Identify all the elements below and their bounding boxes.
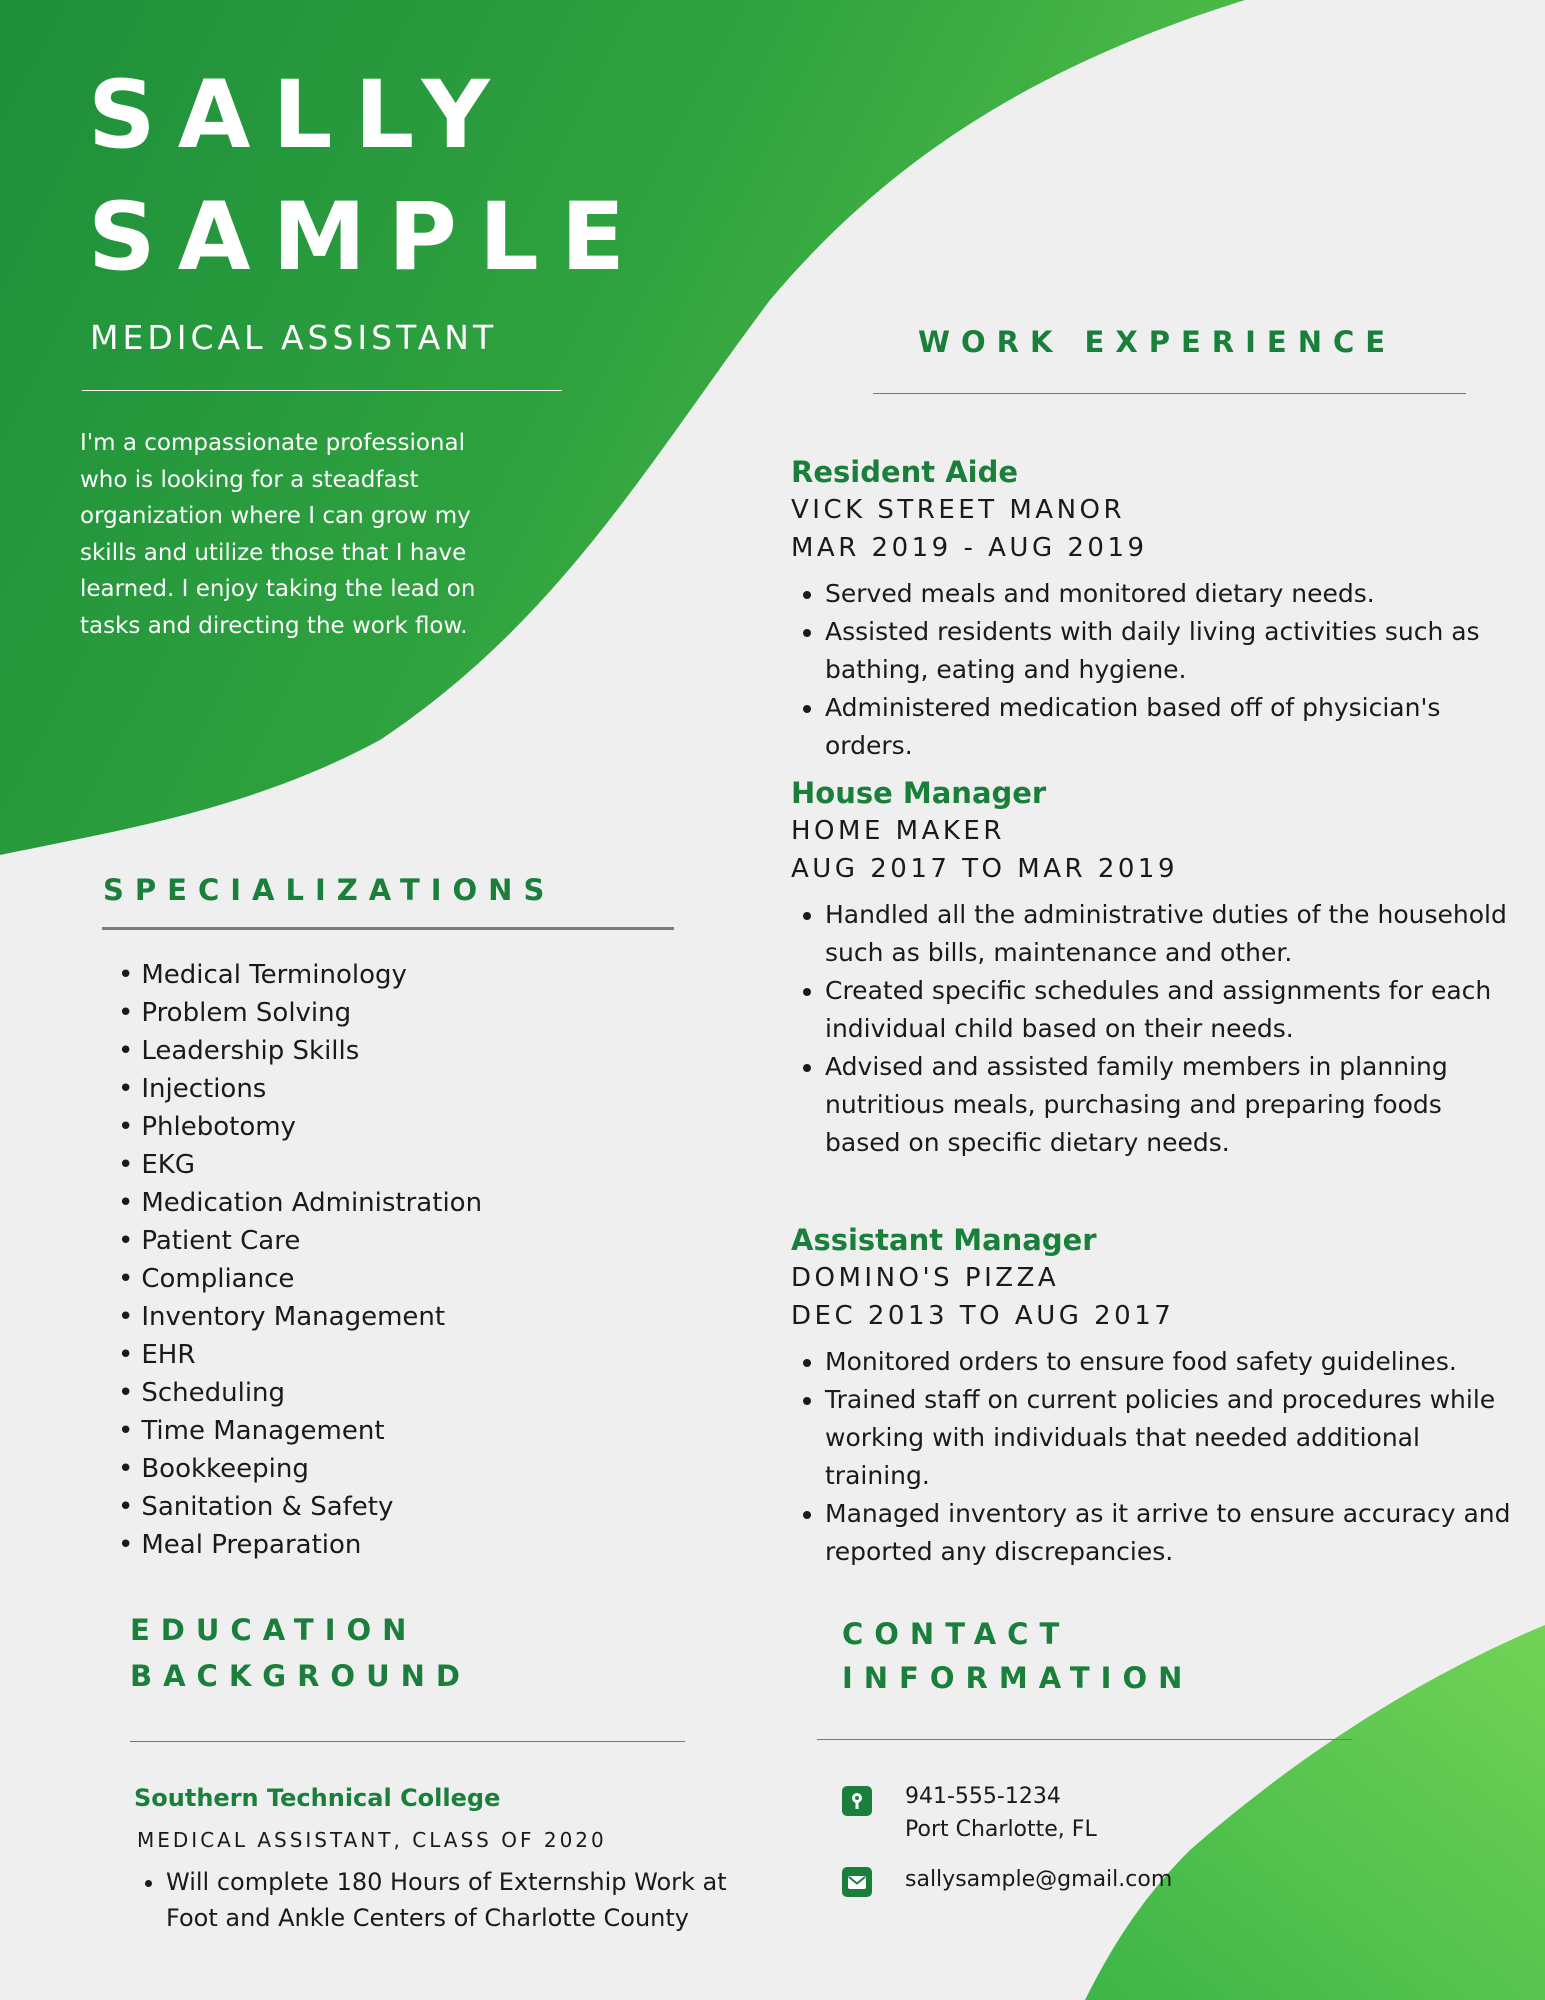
list-item: • Trained staff on current policies and procedures while working with individuals that needed additional training. [825, 1381, 1511, 1495]
list-item: • Scheduling [118, 1374, 482, 1412]
contact-heading-line2: INFORMATION [842, 1661, 1194, 1695]
education-heading-line1: EDUCATION [130, 1613, 418, 1647]
first-name: SALLY [88, 61, 512, 170]
list-item: • Assisted residents with daily living activities such as bathing, eating and hygiene. [825, 613, 1511, 689]
list-item: • Advised and assisted family members in planning nutritious meals, purchasing and preparing foods based on specific dietary needs. [825, 1048, 1511, 1162]
phone-number[interactable]: 941-555-1234 [905, 1784, 1061, 1809]
job-entry [791, 453, 1511, 765]
job-dates: DEC 2013 TO AUG 2017 [791, 1301, 1175, 1331]
school-name: Southern Technical College [134, 1784, 501, 1812]
list-item: • Medical Terminology [118, 956, 482, 994]
job-company: DOMINO'S PIZZA [791, 1263, 1060, 1293]
education-heading-line2: BACKGROUND [130, 1659, 471, 1693]
job-dates: AUG 2017 TO MAR 2019 [791, 854, 1178, 884]
program-name: MEDICAL ASSISTANT, CLASS OF 2020 [137, 1828, 607, 1852]
education-heading [130, 1607, 471, 1699]
specializations-heading: SPECIALIZATIONS [103, 873, 556, 907]
education-divider [130, 1741, 685, 1742]
list-item: • EHR [118, 1336, 482, 1374]
location-pin-icon [842, 1786, 872, 1816]
list-item: • Phlebotomy [118, 1108, 482, 1146]
list-item: • Handled all the administrative duties of the household such as bills, maintenance and other. [825, 896, 1511, 972]
profile-summary: I'm a compassionate professional who is looking for a steadfast organization where I can grow my skills and utilize those that I have learned. I enjoy taking the lead on tasks and directing the work flow. [80, 430, 476, 639]
job-duties [791, 896, 1511, 1162]
specializations-divider [102, 927, 674, 930]
list-item: • Patient Care [118, 1222, 482, 1260]
list-item: • Monitored orders to ensure food safety guidelines. [825, 1343, 1511, 1381]
job-title: MEDICAL ASSISTANT [90, 318, 498, 357]
job-company: HOME MAKER [791, 816, 1005, 846]
candidate-name [88, 55, 647, 299]
list-item: • Leadership Skills [118, 1032, 482, 1070]
contact-heading [842, 1612, 1193, 1700]
job-duties [791, 1343, 1511, 1571]
list-item: • Administered medication based off of physician's orders. [825, 689, 1511, 765]
job-role: Resident Aide [791, 455, 1019, 489]
last-name: SAMPLE [88, 183, 647, 292]
email-link[interactable]: sallysample@gmail.com [905, 1867, 1173, 1892]
list-item: • Injections [118, 1070, 482, 1108]
list-item: • Medication Administration [118, 1184, 482, 1222]
list-item: • Time Management [118, 1412, 482, 1450]
job-entry [791, 1221, 1511, 1571]
list-item: • Will complete 180 Hours of Externship Work at Foot and Ankle Centers of Charlotte County [166, 1864, 746, 1936]
list-item: • Managed inventory as it arrive to ensure accuracy and reported any discrepancies. [825, 1495, 1511, 1571]
contact-divider [817, 1739, 1352, 1740]
list-item: • Sanitation & Safety [118, 1488, 482, 1526]
list-item: • EKG [118, 1146, 482, 1184]
job-role: House Manager [791, 776, 1047, 810]
job-company: VICK STREET MANOR [791, 495, 1126, 525]
job-duties [791, 575, 1511, 765]
list-item: • Served meals and monitored dietary needs. [825, 575, 1511, 613]
list-item: • Meal Preparation [118, 1526, 482, 1564]
job-entry [791, 774, 1511, 1162]
list-item: • Compliance [118, 1260, 482, 1298]
work-experience-divider [873, 393, 1466, 394]
work-experience-heading: WORK EXPERIENCE [918, 325, 1397, 359]
education-details [132, 1864, 746, 1936]
job-role: Assistant Manager [791, 1223, 1097, 1257]
specializations-list [118, 956, 482, 1564]
list-item: • Created specific schedules and assignments for each individual child based on their needs. [825, 972, 1511, 1048]
list-item: • Inventory Management [118, 1298, 482, 1336]
job-dates: MAR 2019 - AUG 2019 [791, 533, 1148, 563]
city: Port Charlotte, FL [905, 1817, 1097, 1842]
list-item: • Problem Solving [118, 994, 482, 1032]
list-item: • Bookkeeping [118, 1450, 482, 1488]
envelope-icon [842, 1867, 872, 1897]
contact-heading-line1: CONTACT [842, 1617, 1071, 1651]
header-divider [82, 390, 562, 391]
